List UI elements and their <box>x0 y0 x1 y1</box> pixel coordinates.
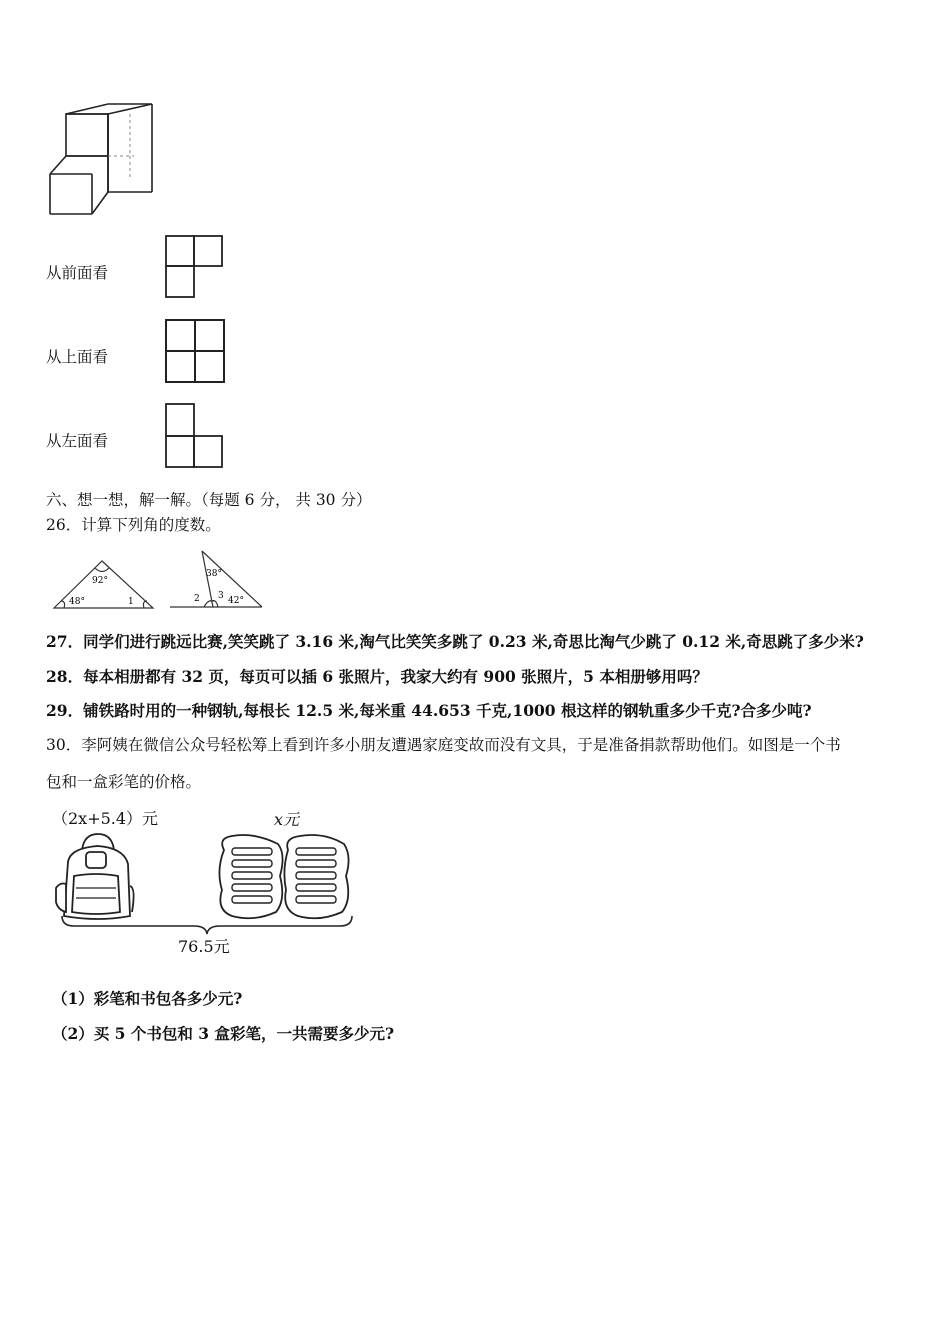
q30-sub1: （1）彩笔和书包各多少元? <box>52 989 243 1008</box>
q30-sub2: （2）买 5 个书包和 3 盒彩笔，一共需要多少元? <box>52 1024 395 1043</box>
q26-text: 26．计算下列角的度数。 <box>46 516 221 534</box>
front-view-label: 从前面看 <box>46 264 109 282</box>
front-view-figure <box>164 234 224 300</box>
tri1-right-angle: 1 <box>128 597 134 607</box>
top-view-figure <box>164 318 228 384</box>
pen-price-label: x元 <box>274 810 300 829</box>
q29-text: 29．铺铁路时用的一种钢轨,每根长 12.5 米,每米重 44.653 千克,1000 根这样的钢轨重多少千克?合多少吨? <box>46 701 812 720</box>
tri1-left-angle: 48° <box>69 597 85 607</box>
total-label: 76.5元 <box>178 937 230 956</box>
tri2-angle-42: 42° <box>228 596 244 606</box>
top-view-label: 从上面看 <box>46 348 109 366</box>
tri1-top-angle: 92° <box>92 576 108 586</box>
backpack-icon <box>54 832 134 924</box>
tri2-angle-3: 3 <box>218 591 224 601</box>
tri2-angle-2: 2 <box>194 594 200 604</box>
left-view-label: 从左面看 <box>46 432 109 450</box>
q30-line1: 30．李阿姨在微信公众号轻松筹上看到许多小朋友遭遇家庭变故而没有文具，于是准备捐款帮助他们。如图是一个书 <box>46 736 841 754</box>
block-figure-3d <box>46 100 156 218</box>
left-view-figure <box>164 402 226 470</box>
total-brace <box>60 914 354 936</box>
tri2-top-angle: 38° <box>206 569 222 579</box>
triangle-2-figure <box>168 549 266 611</box>
pen-box-icon <box>214 830 354 922</box>
section6-heading: 六、想一想，解一解。（每题 6 分， 共 30 分） <box>46 491 372 509</box>
triangle-1-figure <box>52 557 156 611</box>
q28-text: 28．每本相册都有 32 页，每页可以插 6 张照片，我家大约有 900 张照片，5 本相册够用吗？ <box>46 667 708 686</box>
bag-price-label: （2x+5.4）元 <box>52 809 159 828</box>
q30-line2: 包和一盒彩笔的价格。 <box>46 773 202 791</box>
q27-text: 27．同学们进行跳远比赛,笑笑跳了 3.16 米,淘气比笑笑多跳了 0.23 米,奇思比淘气少跳了 0.12 米,奇思跳了多少米? <box>46 632 864 651</box>
